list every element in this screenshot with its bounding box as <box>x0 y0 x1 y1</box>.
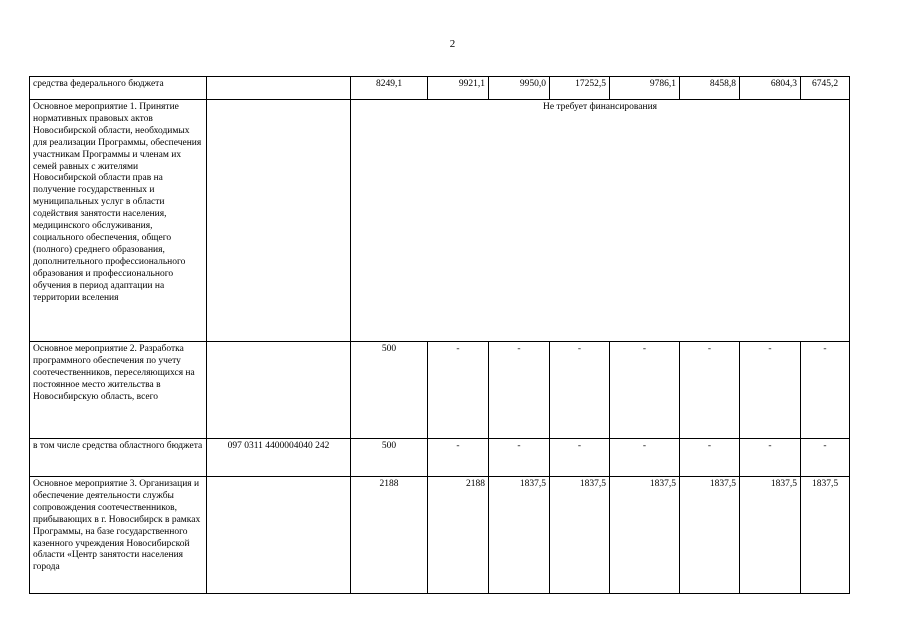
value-cell: - <box>610 342 680 439</box>
value-cell: - <box>801 342 850 439</box>
value-cell: - <box>680 439 740 477</box>
value-cell: 6745,2 <box>801 77 850 100</box>
row-name-cell: Основное мероприятие 2. Разработка программного обеспечения по учету соотечественников, переселяющихся на постоянное место жительства в Новосибирскую область, всего <box>30 342 207 439</box>
value-cell: 9921,1 <box>428 77 489 100</box>
value-cell: - <box>489 439 550 477</box>
value-cell: - <box>610 439 680 477</box>
budget-code-cell <box>207 77 351 100</box>
value-cell: - <box>550 342 610 439</box>
page-number: 2 <box>449 38 456 50</box>
value-cell: - <box>680 342 740 439</box>
no-funding-note: Не требует финансирования <box>351 100 850 342</box>
value-cell: - <box>489 342 550 439</box>
budget-code-cell <box>207 342 351 439</box>
row-name-cell: Основное мероприятие 1. Принятие нормативных правовых актов Новосибирской области, необходимых для реализации Программы, обеспечения участникам Программы и членам их семей равных с жителями Новосибирской области прав на получение государственных и муниципальных услуг в области содействия занятости населения, медицинского обслуживания, социального обеспечения, общего (полного) среднего образования, дополнительного профессионального образования и профессионального обучения в период адаптации на территории вселения <box>30 100 207 342</box>
row-name-cell: средства федерального бюджета <box>30 77 207 100</box>
budget-code-cell <box>207 477 351 594</box>
value-cell: 500 <box>351 342 428 439</box>
budget-table <box>29 76 850 594</box>
value-cell: 2188 <box>351 477 428 594</box>
value-cell: 1837,5 <box>740 477 801 594</box>
value-cell: 1837,5 <box>680 477 740 594</box>
row-name-cell: в том числе средства областного бюджета <box>30 439 207 477</box>
value-cell: - <box>740 439 801 477</box>
table-row <box>30 477 850 594</box>
value-cell: 17252,5 <box>550 77 610 100</box>
value-cell: - <box>801 439 850 477</box>
budget-code-cell: 097 0311 4400004040 242 <box>207 439 351 477</box>
value-cell: - <box>428 439 489 477</box>
value-cell: - <box>428 342 489 439</box>
budget-code-cell <box>207 100 351 342</box>
value-cell: 8249,1 <box>351 77 428 100</box>
value-cell: 9950,0 <box>489 77 550 100</box>
value-cell: 8458,8 <box>680 77 740 100</box>
value-cell: 1837,5 <box>489 477 550 594</box>
value-cell: 500 <box>351 439 428 477</box>
table-row <box>30 439 850 477</box>
row-name-cell: Основное мероприятие 3. Организация и обеспечение деятельности службы сопровождения соотечественников, прибывающих в г. Новосибирск в рамках Программы, на базе государственного казенного учреждения Новосибирской области «Центр занятости населения города <box>30 477 207 594</box>
table-row <box>30 77 850 100</box>
value-cell: 1837,5 <box>550 477 610 594</box>
value-cell: - <box>740 342 801 439</box>
value-cell: - <box>550 439 610 477</box>
value-cell: 9786,1 <box>610 77 680 100</box>
value-cell: 1837,5 <box>610 477 680 594</box>
table-row <box>30 100 850 342</box>
value-cell: 6804,3 <box>740 77 801 100</box>
value-cell: 1837,5 <box>801 477 850 594</box>
table-row <box>30 342 850 439</box>
value-cell: 2188 <box>428 477 489 594</box>
